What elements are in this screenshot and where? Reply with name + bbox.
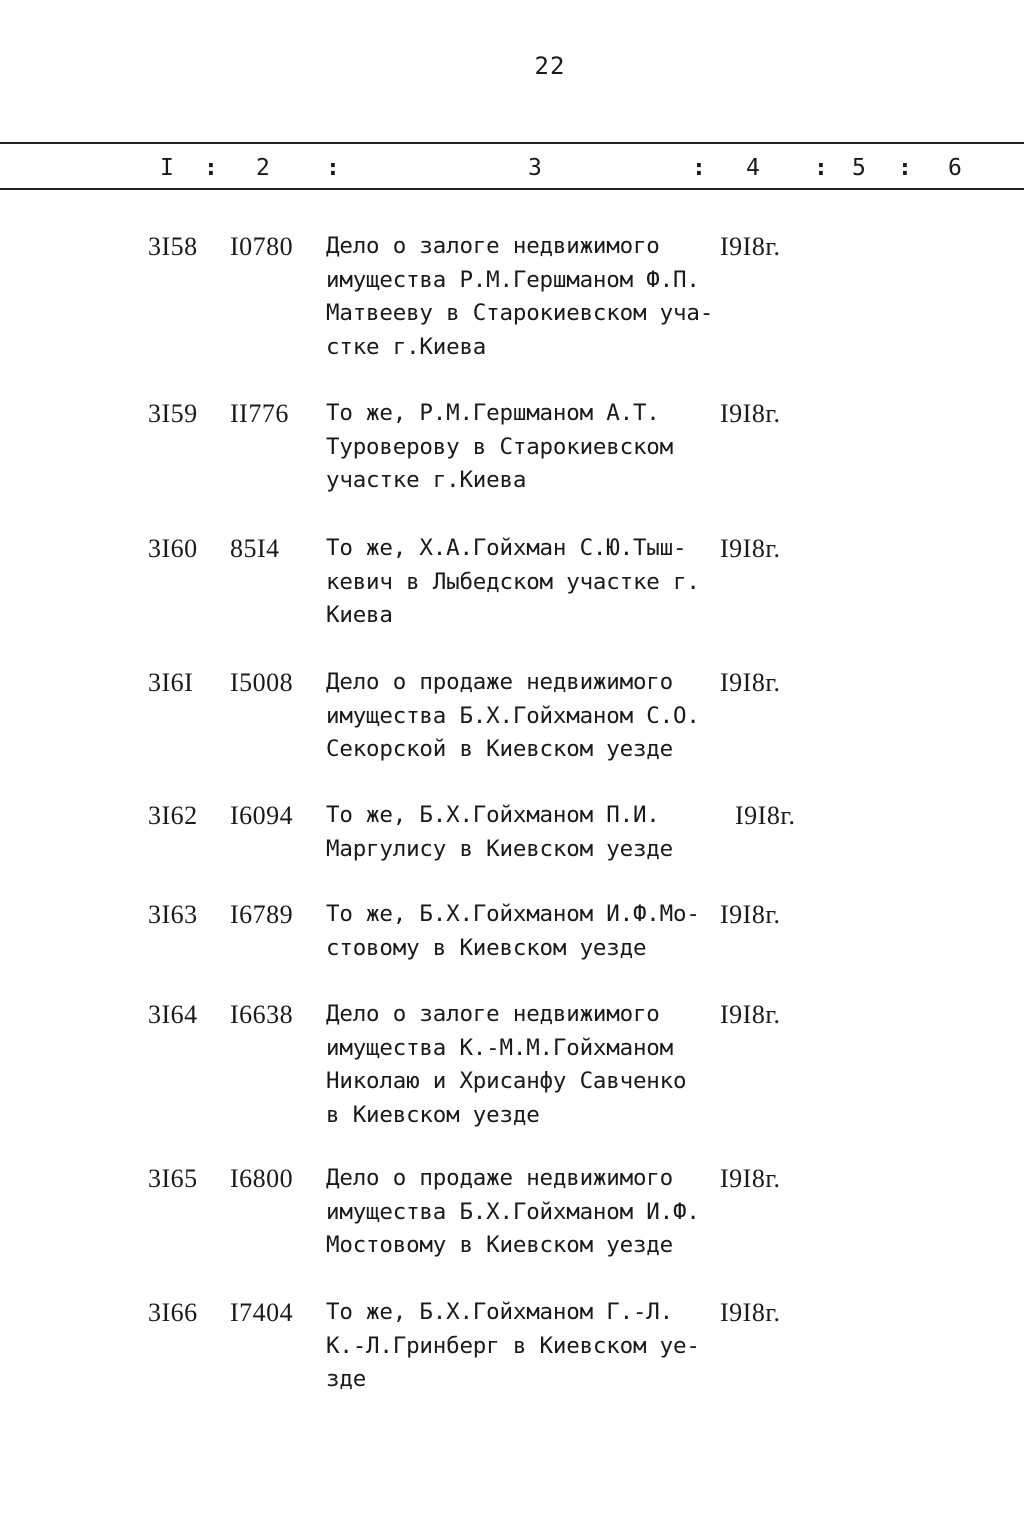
description-line: Секорской в Киевском уезде bbox=[326, 736, 673, 762]
entry-year: I9I8г. bbox=[720, 900, 781, 929]
description-line: имущества Р.М.Гершманом Ф.П. bbox=[326, 266, 700, 293]
description-line: То же, Р.М.Гершманом А.Т. bbox=[326, 400, 660, 426]
entry-description bbox=[326, 898, 726, 965]
entry-year: I9I8г. bbox=[720, 668, 781, 697]
header-col-2: 2 bbox=[256, 155, 270, 181]
description-line: стовому в Киевском уезде bbox=[326, 934, 647, 961]
description-line: зде bbox=[326, 1366, 367, 1392]
entry-year: I9I8г. bbox=[720, 534, 781, 563]
entry-description bbox=[326, 998, 726, 1132]
description-line: К.-Л.Гринберг в Киевском уе- bbox=[326, 1332, 700, 1359]
description-line: То же, Б.Х.Гойхманом П.И. bbox=[326, 802, 660, 828]
header-separator: : bbox=[692, 155, 706, 181]
entry-description bbox=[326, 397, 726, 498]
description-line: Маргулису в Киевском уезде bbox=[326, 835, 673, 862]
header-col-6: 6 bbox=[948, 155, 962, 181]
entry-number: 3I62 bbox=[148, 801, 198, 830]
entry-code: I6094 bbox=[230, 801, 294, 830]
header-col-3: 3 bbox=[528, 155, 542, 181]
entry-code: I0780 bbox=[230, 232, 294, 261]
header-col-5: 5 bbox=[852, 155, 866, 181]
description-line: То же, Х.А.Гойхман С.Ю.Тыш- bbox=[326, 535, 687, 561]
page-number: 22 bbox=[534, 52, 566, 80]
entry-year: I9I8г. bbox=[720, 1298, 781, 1327]
entry-number: 3I64 bbox=[148, 1000, 198, 1029]
entry-description bbox=[326, 230, 726, 364]
entry-number: 3I59 bbox=[148, 399, 198, 428]
entry-description bbox=[326, 666, 726, 767]
description-line: Дело о продаже недвижимого bbox=[326, 669, 673, 695]
description-line: имущества Б.Х.Гойхманом С.О. bbox=[326, 702, 700, 729]
entry-year: I9I8г. bbox=[720, 232, 781, 261]
entry-code: I6638 bbox=[230, 1000, 294, 1029]
table-header-rule bbox=[0, 188, 1024, 190]
description-line: кевич в Лыбедском участке г. bbox=[326, 568, 700, 595]
entry-number: 3I6I bbox=[148, 668, 194, 697]
entry-code: I6800 bbox=[230, 1164, 294, 1193]
entry-year: I9I8г. bbox=[720, 1164, 781, 1193]
description-line: То же, Б.Х.Гойхманом И.Ф.Мо- bbox=[326, 901, 700, 927]
header-separator: : bbox=[326, 155, 340, 181]
description-line: Дело о залоге недвижимого bbox=[326, 233, 660, 259]
description-line: стке г.Киева bbox=[326, 333, 487, 360]
entry-year: I9I8г. bbox=[735, 801, 796, 830]
description-line: Дело о продаже недвижимого bbox=[326, 1165, 673, 1191]
table-top-rule bbox=[0, 142, 1024, 144]
entry-number: 3I65 bbox=[148, 1164, 198, 1193]
entry-code: I6789 bbox=[230, 900, 294, 929]
description-line: Мостовому в Киевском уезде bbox=[326, 1232, 673, 1258]
entry-description bbox=[326, 799, 726, 866]
entry-description bbox=[326, 532, 726, 633]
description-line: Туроверову в Старокиевском bbox=[326, 433, 673, 460]
entry-number: 3I60 bbox=[148, 534, 198, 563]
entry-number: 3I66 bbox=[148, 1298, 198, 1327]
header-col-4: 4 bbox=[746, 155, 760, 181]
description-line: участке г.Киева bbox=[326, 467, 527, 493]
description-line: Дело о залоге недвижимого bbox=[326, 1001, 660, 1027]
entry-year: I9I8г. bbox=[720, 399, 781, 428]
description-line: То же, Б.Х.Гойхманом Г.-Л. bbox=[326, 1299, 673, 1325]
description-line: в Киевском уезде bbox=[326, 1101, 540, 1128]
description-line: Николаю и Хрисанфу Савченко bbox=[326, 1068, 687, 1094]
entry-code: II776 bbox=[230, 399, 289, 428]
entry-description bbox=[326, 1296, 726, 1397]
header-col-1: I bbox=[160, 155, 174, 181]
header-separator: : bbox=[814, 155, 828, 181]
entry-number: 3I63 bbox=[148, 900, 198, 929]
entry-code: I5008 bbox=[230, 668, 294, 697]
entry-code: I7404 bbox=[230, 1298, 294, 1327]
description-line: Киева bbox=[326, 602, 393, 628]
header-separator: : bbox=[898, 155, 912, 181]
header-separator: : bbox=[204, 155, 218, 181]
entry-number: 3I58 bbox=[148, 232, 198, 261]
description-line: имущества К.-М.М.Гойхманом bbox=[326, 1034, 673, 1061]
description-line: Матвееву в Старокиевском уча- bbox=[326, 300, 714, 326]
description-line: имущества Б.Х.Гойхманом И.Ф. bbox=[326, 1198, 700, 1225]
entry-description bbox=[326, 1162, 726, 1263]
entry-year: I9I8г. bbox=[720, 1000, 781, 1029]
entry-code: 85I4 bbox=[230, 534, 280, 563]
